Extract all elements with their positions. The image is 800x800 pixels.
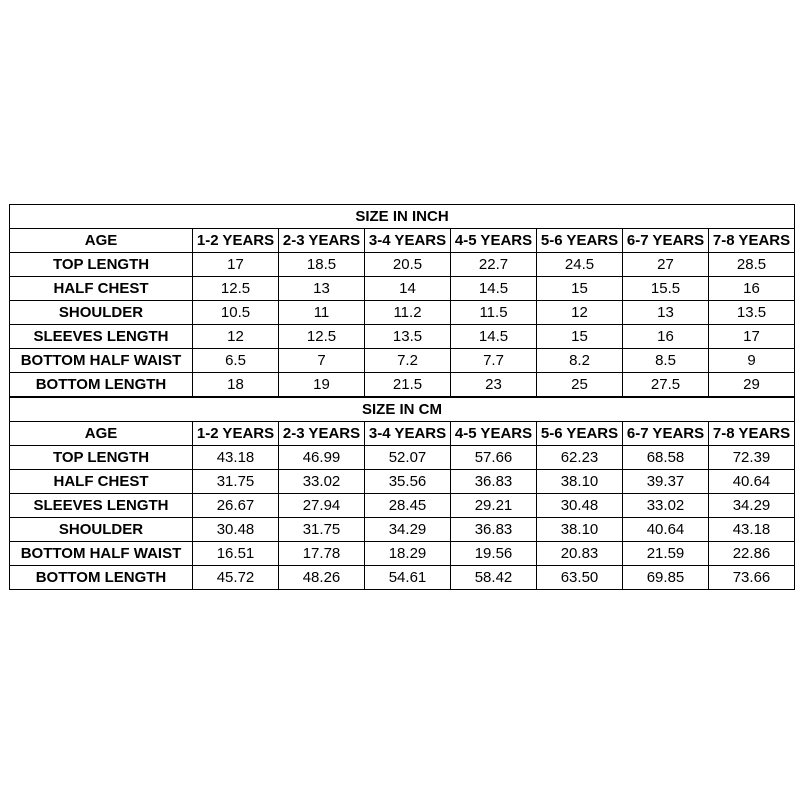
table-cell: 39.37: [623, 470, 709, 494]
row-label: SHOULDER: [10, 301, 193, 325]
table-cell: 36.83: [451, 518, 537, 542]
table-cell: 17: [709, 325, 795, 349]
age-column-header: 4-5 YEARS: [451, 422, 537, 446]
age-column-header: 4-5 YEARS: [451, 229, 537, 253]
table-cell: 57.66: [451, 446, 537, 470]
table-cell: 27.5: [623, 373, 709, 398]
table-row: [10, 301, 795, 325]
table-row: [10, 494, 795, 518]
table-cell: 54.61: [365, 566, 451, 590]
table-cell: 13: [279, 277, 365, 301]
table-cell: 68.58: [623, 446, 709, 470]
table-cell: 17: [193, 253, 279, 277]
section-title: SIZE IN INCH: [10, 205, 795, 229]
row-label: SHOULDER: [10, 518, 193, 542]
table-cell: 20.5: [365, 253, 451, 277]
table-cell: 12: [193, 325, 279, 349]
row-label: SLEEVES LENGTH: [10, 325, 193, 349]
row-label: BOTTOM LENGTH: [10, 373, 193, 398]
section-title-row: [10, 397, 795, 422]
table-row: [10, 373, 795, 398]
table-cell: 31.75: [193, 470, 279, 494]
table-cell: 28.45: [365, 494, 451, 518]
table-row: [10, 349, 795, 373]
table-cell: 16: [709, 277, 795, 301]
table-cell: 13.5: [365, 325, 451, 349]
header-row: [10, 229, 795, 253]
table-row: [10, 542, 795, 566]
table-cell: 13.5: [709, 301, 795, 325]
table-cell: 30.48: [193, 518, 279, 542]
table-cell: 58.42: [451, 566, 537, 590]
table-row: [10, 253, 795, 277]
table-cell: 16: [623, 325, 709, 349]
table-cell: 9: [709, 349, 795, 373]
table-cell: 21.5: [365, 373, 451, 398]
table-cell: 20.83: [537, 542, 623, 566]
table-cell: 12.5: [193, 277, 279, 301]
table-cell: 30.48: [537, 494, 623, 518]
row-label: BOTTOM HALF WAIST: [10, 542, 193, 566]
section-title: SIZE IN CM: [10, 397, 795, 422]
age-column-header: 6-7 YEARS: [623, 229, 709, 253]
table-cell: 18.29: [365, 542, 451, 566]
table-cell: 38.10: [537, 470, 623, 494]
table-cell: 69.85: [623, 566, 709, 590]
table-cell: 18.5: [279, 253, 365, 277]
table-cell: 29: [709, 373, 795, 398]
size-chart-table: [9, 204, 795, 590]
table-cell: 15.5: [623, 277, 709, 301]
table-cell: 11.2: [365, 301, 451, 325]
table-cell: 52.07: [365, 446, 451, 470]
age-column-header: 7-8 YEARS: [709, 422, 795, 446]
table-cell: 26.67: [193, 494, 279, 518]
table-cell: 13: [623, 301, 709, 325]
table-cell: 72.39: [709, 446, 795, 470]
table-cell: 12: [537, 301, 623, 325]
table-cell: 19: [279, 373, 365, 398]
row-label: HALF CHEST: [10, 470, 193, 494]
table-cell: 73.66: [709, 566, 795, 590]
age-column-header: 5-6 YEARS: [537, 229, 623, 253]
row-label: SLEEVES LENGTH: [10, 494, 193, 518]
table-cell: 6.5: [193, 349, 279, 373]
table-cell: 29.21: [451, 494, 537, 518]
row-label: TOP LENGTH: [10, 253, 193, 277]
table-cell: 8.5: [623, 349, 709, 373]
table-cell: 35.56: [365, 470, 451, 494]
row-label: TOP LENGTH: [10, 446, 193, 470]
table-row: [10, 325, 795, 349]
table-cell: 10.5: [193, 301, 279, 325]
table-cell: 7: [279, 349, 365, 373]
table-cell: 48.26: [279, 566, 365, 590]
table-cell: 46.99: [279, 446, 365, 470]
age-column-header: 3-4 YEARS: [365, 422, 451, 446]
table-cell: 22.7: [451, 253, 537, 277]
table-cell: 25: [537, 373, 623, 398]
table-cell: 23: [451, 373, 537, 398]
table-cell: 27.94: [279, 494, 365, 518]
table-cell: 63.50: [537, 566, 623, 590]
section-title-row: [10, 205, 795, 229]
age-column-header: 7-8 YEARS: [709, 229, 795, 253]
table-cell: 27: [623, 253, 709, 277]
age-column-header: 5-6 YEARS: [537, 422, 623, 446]
table-cell: 33.02: [279, 470, 365, 494]
table-cell: 43.18: [193, 446, 279, 470]
row-label: BOTTOM HALF WAIST: [10, 349, 193, 373]
table-cell: 15: [537, 277, 623, 301]
table-cell: 16.51: [193, 542, 279, 566]
table-cell: 7.2: [365, 349, 451, 373]
table-cell: 12.5: [279, 325, 365, 349]
age-header: AGE: [10, 422, 193, 446]
age-column-header: 2-3 YEARS: [279, 422, 365, 446]
table-cell: 33.02: [623, 494, 709, 518]
age-column-header: 3-4 YEARS: [365, 229, 451, 253]
table-cell: 22.86: [709, 542, 795, 566]
table-cell: 14.5: [451, 277, 537, 301]
age-column-header: 1-2 YEARS: [193, 422, 279, 446]
table-cell: 21.59: [623, 542, 709, 566]
table-cell: 38.10: [537, 518, 623, 542]
table-cell: 62.23: [537, 446, 623, 470]
size-chart-body: [10, 205, 795, 590]
table-cell: 40.64: [709, 470, 795, 494]
header-row: [10, 422, 795, 446]
table-cell: 8.2: [537, 349, 623, 373]
table-cell: 34.29: [365, 518, 451, 542]
table-row: [10, 518, 795, 542]
table-cell: 40.64: [623, 518, 709, 542]
table-cell: 19.56: [451, 542, 537, 566]
age-column-header: 6-7 YEARS: [623, 422, 709, 446]
table-cell: 14.5: [451, 325, 537, 349]
age-column-header: 2-3 YEARS: [279, 229, 365, 253]
table-cell: 45.72: [193, 566, 279, 590]
age-column-header: 1-2 YEARS: [193, 229, 279, 253]
table-row: [10, 470, 795, 494]
table-cell: 14: [365, 277, 451, 301]
table-cell: 28.5: [709, 253, 795, 277]
table-cell: 36.83: [451, 470, 537, 494]
table-cell: 31.75: [279, 518, 365, 542]
table-cell: 11: [279, 301, 365, 325]
row-label: BOTTOM LENGTH: [10, 566, 193, 590]
table-cell: 11.5: [451, 301, 537, 325]
table-row: [10, 446, 795, 470]
table-cell: 34.29: [709, 494, 795, 518]
table-cell: 17.78: [279, 542, 365, 566]
row-label: HALF CHEST: [10, 277, 193, 301]
table-row: [10, 277, 795, 301]
table-cell: 43.18: [709, 518, 795, 542]
table-row: [10, 566, 795, 590]
table-cell: 15: [537, 325, 623, 349]
table-cell: 7.7: [451, 349, 537, 373]
table-cell: 18: [193, 373, 279, 398]
table-cell: 24.5: [537, 253, 623, 277]
age-header: AGE: [10, 229, 193, 253]
